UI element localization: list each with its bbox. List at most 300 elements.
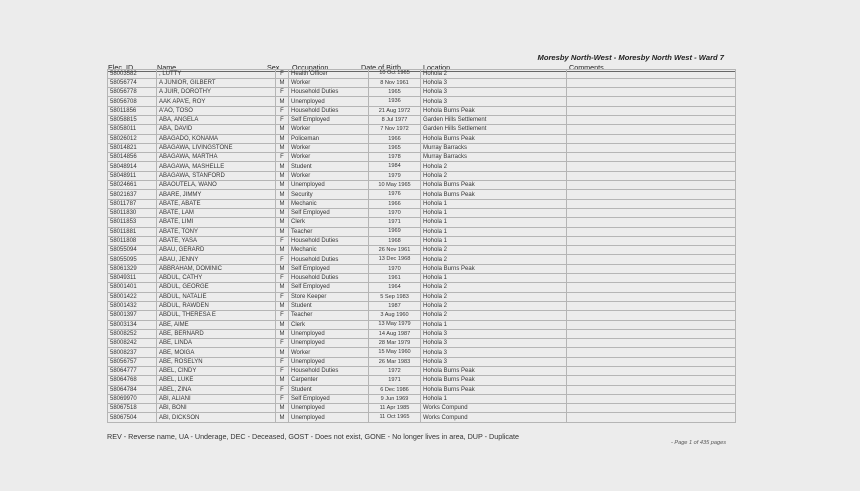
cell-location: Hohola 3	[421, 78, 567, 87]
cell-name: ABEL, LUKE	[157, 376, 276, 385]
cell-occupation: Worker	[289, 143, 369, 152]
cell-location: Works Compund	[421, 404, 567, 413]
table-row	[108, 413, 736, 422]
cell-location: Hohola 1	[421, 274, 567, 283]
table-row	[108, 264, 736, 273]
cell-comments	[567, 348, 736, 357]
cell-name: AAK APA'E, ROY	[157, 97, 276, 106]
cell-name: ABAOUTELA, WANO	[157, 181, 276, 190]
table-row	[108, 255, 736, 264]
cell-comments	[567, 367, 736, 376]
cell-sex: F	[276, 367, 289, 376]
cell-elec-id: 58048911	[108, 171, 157, 180]
cell-sex: M	[276, 218, 289, 227]
cell-occupation: Student	[289, 162, 369, 171]
cell-dob: 1978	[369, 153, 421, 162]
cell-dob: 10 May 1965	[369, 181, 421, 190]
cell-location: Hohola 1	[421, 208, 567, 217]
cell-elec-id: 58014856	[108, 153, 157, 162]
cell-sex: M	[276, 208, 289, 217]
header-sex: Sex	[267, 63, 280, 72]
cell-location: Hohola 1	[421, 236, 567, 245]
cell-sex: M	[276, 246, 289, 255]
cell-occupation: Mechanic	[289, 199, 369, 208]
cell-elec-id: 58024661	[108, 181, 157, 190]
table-row	[108, 115, 736, 124]
cell-location: Hohola Burns Peak	[421, 367, 567, 376]
cell-location: Hohola 2	[421, 171, 567, 180]
cell-comments	[567, 134, 736, 143]
cell-occupation: Unemployed	[289, 97, 369, 106]
cell-comments	[567, 143, 736, 152]
cell-occupation: Worker	[289, 125, 369, 134]
table-row	[108, 274, 736, 283]
cell-dob: 1970	[369, 264, 421, 273]
cell-dob: 1970	[369, 208, 421, 217]
table-row	[108, 218, 736, 227]
cell-comments	[567, 301, 736, 310]
cell-location: Works Compund	[421, 413, 567, 422]
cell-dob: 11 Apr 1985	[369, 404, 421, 413]
cell-occupation: Policeman	[289, 134, 369, 143]
cell-dob: 1965	[369, 88, 421, 97]
cell-sex: F	[276, 311, 289, 320]
cell-occupation: Store Keeper	[289, 292, 369, 301]
cell-occupation: Mechanic	[289, 246, 369, 255]
cell-sex: F	[276, 69, 289, 78]
cell-occupation: Health Officer	[289, 69, 369, 78]
cell-elec-id: 58056708	[108, 97, 157, 106]
cell-name: ABEL, ZINA	[157, 385, 276, 394]
page-counter: - Page 1 of 435 pages	[670, 440, 726, 446]
cell-dob: 8 Nov 1961	[369, 78, 421, 87]
table-row	[108, 367, 736, 376]
cell-occupation: Worker	[289, 171, 369, 180]
cell-name: ABAU, JENNY	[157, 255, 276, 264]
cell-elec-id: 58011830	[108, 208, 157, 217]
table-row	[108, 320, 736, 329]
cell-sex: M	[276, 143, 289, 152]
header-elec-id: Elec. ID	[108, 63, 134, 72]
cell-sex: M	[276, 162, 289, 171]
cell-sex: F	[276, 394, 289, 403]
cell-location: Hohola 3	[421, 97, 567, 106]
table-row	[108, 357, 736, 366]
table-row	[108, 134, 736, 143]
cell-comments	[567, 264, 736, 273]
cell-elec-id: 58061329	[108, 264, 157, 273]
cell-location: Hohola Burns Peak	[421, 190, 567, 199]
cell-location: Hohola 1	[421, 394, 567, 403]
cell-comments	[567, 106, 736, 115]
cell-elec-id: 58026012	[108, 134, 157, 143]
cell-sex: F	[276, 357, 289, 366]
cell-dob: 1971	[369, 218, 421, 227]
cell-name: A'AO, TOSO	[157, 106, 276, 115]
cell-dob: 1965	[369, 143, 421, 152]
cell-name: A JUIR, DOROTHY	[157, 88, 276, 97]
cell-name: ABDUL, NATALIE	[157, 292, 276, 301]
cell-sex: M	[276, 97, 289, 106]
header-occupation: Occupation	[292, 63, 329, 72]
cell-sex: M	[276, 134, 289, 143]
cell-occupation: Unemployed	[289, 404, 369, 413]
cell-occupation: Self Employed	[289, 115, 369, 124]
cell-dob: 13 May 1979	[369, 320, 421, 329]
cell-name: ABAGADO, KONAMA	[157, 134, 276, 143]
cell-location: Hohola 3	[421, 329, 567, 338]
cell-elec-id: 58003134	[108, 320, 157, 329]
cell-comments	[567, 78, 736, 87]
cell-dob: 1966	[369, 199, 421, 208]
cell-elec-id: 58064784	[108, 385, 157, 394]
cell-dob: 6 Dec 1986	[369, 385, 421, 394]
table-row	[108, 329, 736, 338]
cell-occupation: Self Employed	[289, 264, 369, 273]
cell-elec-id: 58055095	[108, 255, 157, 264]
header-dob: Date of Birth	[361, 63, 401, 72]
cell-dob: 1966	[369, 134, 421, 143]
table-row	[108, 143, 736, 152]
cell-comments	[567, 385, 736, 394]
cell-sex: M	[276, 320, 289, 329]
cell-occupation: Household Duties	[289, 88, 369, 97]
cell-sex: F	[276, 339, 289, 348]
cell-name: ABAGAWA, LIVINGSTONE	[157, 143, 276, 152]
table-row	[108, 162, 736, 171]
cell-location: Hohola 2	[421, 292, 567, 301]
cell-occupation: Teacher	[289, 311, 369, 320]
cell-comments	[567, 218, 736, 227]
cell-comments	[567, 394, 736, 403]
cell-dob: 14 Aug 1987	[369, 329, 421, 338]
cell-name: ABATE, ABATE	[157, 199, 276, 208]
cell-location: Hohola 1	[421, 199, 567, 208]
cell-comments	[567, 153, 736, 162]
cell-location: Hohola 2	[421, 311, 567, 320]
cell-elec-id: 58008252	[108, 329, 157, 338]
cell-elec-id: 58014821	[108, 143, 157, 152]
cell-elec-id: 58064777	[108, 367, 157, 376]
cell-dob: 1987	[369, 301, 421, 310]
cell-location: Hohola 1	[421, 218, 567, 227]
cell-sex: F	[276, 236, 289, 245]
cell-location: Hohola 3	[421, 348, 567, 357]
cell-elec-id: 58011808	[108, 236, 157, 245]
cell-sex: F	[276, 274, 289, 283]
cell-elec-id: 58058011	[108, 125, 157, 134]
cell-comments	[567, 357, 736, 366]
cell-location: Hohola 2	[421, 69, 567, 78]
cell-sex: M	[276, 181, 289, 190]
cell-sex: M	[276, 348, 289, 357]
cell-sex: F	[276, 255, 289, 264]
cell-comments	[567, 320, 736, 329]
cell-occupation: Unemployed	[289, 339, 369, 348]
cell-dob: 1971	[369, 376, 421, 385]
cell-location: Murray Barracks	[421, 153, 567, 162]
cell-elec-id: 58058815	[108, 115, 157, 124]
cell-name: ABE, MOIGA	[157, 348, 276, 357]
cell-dob: 1968	[369, 236, 421, 245]
cell-occupation: Security	[289, 190, 369, 199]
table-row	[108, 236, 736, 245]
cell-comments	[567, 246, 736, 255]
cell-sex: M	[276, 376, 289, 385]
cell-occupation: Teacher	[289, 227, 369, 236]
cell-occupation: Student	[289, 301, 369, 310]
cell-occupation: Self Employed	[289, 283, 369, 292]
cell-location: Garden Hills Settlement	[421, 125, 567, 134]
cell-sex: F	[276, 88, 289, 97]
cell-dob: 8 Jul 1977	[369, 115, 421, 124]
cell-sex: M	[276, 199, 289, 208]
cell-elec-id: 58069970	[108, 394, 157, 403]
cell-comments	[567, 199, 736, 208]
cell-elec-id: 58067518	[108, 404, 157, 413]
cell-name: ABDUL, GEORGE	[157, 283, 276, 292]
cell-location: Hohola Burns Peak	[421, 134, 567, 143]
cell-name: ABA, DAVID	[157, 125, 276, 134]
cell-location: Hohola 2	[421, 162, 567, 171]
cell-location: Hohola Burns Peak	[421, 181, 567, 190]
cell-dob: 3 Aug 1960	[369, 311, 421, 320]
cell-occupation: Worker	[289, 153, 369, 162]
table-row	[108, 376, 736, 385]
cell-name: ABBRAHAM, DOMINIC	[157, 264, 276, 273]
cell-occupation: Clerk	[289, 320, 369, 329]
cell-dob: 9 Jun 1969	[369, 394, 421, 403]
cell-occupation: Unemployed	[289, 181, 369, 190]
cell-location: Hohola 2	[421, 246, 567, 255]
table-row	[108, 311, 736, 320]
cell-dob: 26 Mar 1983	[369, 357, 421, 366]
page-title: Moresby North-West - Moresby North West - Ward 7	[537, 53, 724, 62]
cell-sex: F	[276, 106, 289, 115]
cell-elec-id: 58011787	[108, 199, 157, 208]
cell-name: ABI, BONI	[157, 404, 276, 413]
cell-occupation: Self Employed	[289, 208, 369, 217]
cell-comments	[567, 292, 736, 301]
cell-comments	[567, 181, 736, 190]
cell-location: Garden Hills Settlement	[421, 115, 567, 124]
cell-comments	[567, 329, 736, 338]
cell-elec-id: 58064768	[108, 376, 157, 385]
cell-elec-id: 58001397	[108, 311, 157, 320]
cell-sex: F	[276, 385, 289, 394]
cell-occupation: Household Duties	[289, 367, 369, 376]
cell-dob: 10 Oct 1965	[369, 69, 421, 78]
cell-name: ABI, DICKSON	[157, 413, 276, 422]
cell-location: Hohola 1	[421, 320, 567, 329]
cell-name: ABATE, LAM	[157, 208, 276, 217]
cell-name: ABATE, YASA	[157, 236, 276, 245]
table-row	[108, 88, 736, 97]
cell-name: ABE, LINDA	[157, 339, 276, 348]
cell-dob: 13 Dec 1968	[369, 255, 421, 264]
cell-comments	[567, 274, 736, 283]
cell-occupation: Unemployed	[289, 329, 369, 338]
cell-location: Hohola 1	[421, 227, 567, 236]
cell-occupation: Self Employed	[289, 394, 369, 403]
cell-sex: M	[276, 283, 289, 292]
cell-sex: F	[276, 292, 289, 301]
cell-location: Hohola 3	[421, 339, 567, 348]
cell-elec-id: 58056778	[108, 88, 157, 97]
table-row	[108, 301, 736, 310]
cell-elec-id: 58008242	[108, 339, 157, 348]
cell-comments	[567, 171, 736, 180]
cell-dob: 21 Aug 1972	[369, 106, 421, 115]
cell-name: ABE, BERNARD	[157, 329, 276, 338]
cell-name: ABE, ROSELYN	[157, 357, 276, 366]
cell-elec-id: 58001432	[108, 301, 157, 310]
table-row	[108, 125, 736, 134]
cell-dob: 28 Mar 1979	[369, 339, 421, 348]
table-row	[108, 199, 736, 208]
cell-sex: M	[276, 171, 289, 180]
cell-name: ABDUL, CATHY	[157, 274, 276, 283]
cell-comments	[567, 69, 736, 78]
cell-elec-id: 58011853	[108, 218, 157, 227]
cell-location: Hohola 2	[421, 255, 567, 264]
cell-comments	[567, 208, 736, 217]
cell-location: Hohola 2	[421, 283, 567, 292]
cell-elec-id: 58021637	[108, 190, 157, 199]
cell-elec-id: 58003582	[108, 69, 157, 78]
cell-dob: 1972	[369, 367, 421, 376]
cell-occupation: Worker	[289, 348, 369, 357]
cell-sex: F	[276, 115, 289, 124]
cell-comments	[567, 115, 736, 124]
cell-comments	[567, 97, 736, 106]
cell-comments	[567, 404, 736, 413]
cell-name: ABI, ALIANI	[157, 394, 276, 403]
cell-dob: 11 Oct 1965	[369, 413, 421, 422]
cell-occupation: Household Duties	[289, 274, 369, 283]
cell-dob: 15 May 1960	[369, 348, 421, 357]
cell-elec-id: 58055094	[108, 246, 157, 255]
table-row	[108, 97, 736, 106]
cell-dob: 1964	[369, 283, 421, 292]
cell-location: Hohola Burns Peak	[421, 376, 567, 385]
cell-name: ABATE, LIMI	[157, 218, 276, 227]
cell-location: Hohola Burns Peak	[421, 385, 567, 394]
cell-comments	[567, 339, 736, 348]
cell-occupation: Unemployed	[289, 357, 369, 366]
cell-sex: F	[276, 153, 289, 162]
cell-name: , LUTTY	[157, 69, 276, 78]
electoral-roll-table	[107, 69, 736, 423]
status-legend: REV - Reverse name, UA - Underage, DEC - Deceased, GOST - Does not exist, GONE - No longer lives in area, DUP - Duplicate	[107, 432, 519, 441]
table-row	[108, 69, 736, 78]
cell-comments	[567, 236, 736, 245]
cell-comments	[567, 88, 736, 97]
cell-name: ABATE, TONY	[157, 227, 276, 236]
cell-comments	[567, 376, 736, 385]
cell-comments	[567, 162, 736, 171]
cell-location: Hohola Burns Peak	[421, 264, 567, 273]
table-body	[108, 69, 736, 422]
cell-elec-id: 58001422	[108, 292, 157, 301]
cell-elec-id: 58067504	[108, 413, 157, 422]
cell-elec-id: 58011856	[108, 106, 157, 115]
cell-sex: M	[276, 413, 289, 422]
cell-elec-id: 58049311	[108, 274, 157, 283]
cell-occupation: Household Duties	[289, 106, 369, 115]
cell-dob: 1984	[369, 162, 421, 171]
cell-location: Hohola 3	[421, 357, 567, 366]
table-row	[108, 339, 736, 348]
cell-dob: 1936	[369, 97, 421, 106]
cell-occupation: Unemployed	[289, 413, 369, 422]
cell-location: Hohola 2	[421, 301, 567, 310]
cell-name: A JUNIOR, GILBERT	[157, 78, 276, 87]
table-row	[108, 181, 736, 190]
cell-elec-id: 58056774	[108, 78, 157, 87]
cell-dob: 1969	[369, 227, 421, 236]
table-row	[108, 153, 736, 162]
table-row	[108, 385, 736, 394]
table-row	[108, 208, 736, 217]
cell-sex: M	[276, 329, 289, 338]
header-comments: Comments	[569, 63, 604, 72]
cell-comments	[567, 190, 736, 199]
cell-dob: 26 Nov 1961	[369, 246, 421, 255]
table-row	[108, 292, 736, 301]
cell-sex: M	[276, 125, 289, 134]
cell-name: ABEL, CINDY	[157, 367, 276, 376]
cell-location: Hohola Burns Peak	[421, 106, 567, 115]
table-row	[108, 394, 736, 403]
table-row	[108, 404, 736, 413]
cell-dob: 1961	[369, 274, 421, 283]
cell-elec-id: 58056757	[108, 357, 157, 366]
cell-name: ABAGAWA, STANFORD	[157, 171, 276, 180]
cell-occupation: Household Duties	[289, 236, 369, 245]
cell-sex: M	[276, 264, 289, 273]
cell-sex: M	[276, 301, 289, 310]
cell-occupation: Household Duties	[289, 255, 369, 264]
cell-elec-id: 58011881	[108, 227, 157, 236]
table-row	[108, 106, 736, 115]
table-row	[108, 78, 736, 87]
cell-elec-id: 58008237	[108, 348, 157, 357]
cell-name: ABAGAWA, MASHELLE	[157, 162, 276, 171]
table-row	[108, 171, 736, 180]
table-row	[108, 348, 736, 357]
cell-name: ABDUL, RAWDEN	[157, 301, 276, 310]
cell-dob: 5 Sep 1983	[369, 292, 421, 301]
table-row	[108, 246, 736, 255]
cell-name: ABAGAWA, MARTHA	[157, 153, 276, 162]
cell-dob: 1976	[369, 190, 421, 199]
cell-occupation: Worker	[289, 78, 369, 87]
cell-occupation: Student	[289, 385, 369, 394]
cell-occupation: Clerk	[289, 218, 369, 227]
cell-name: ABARE, JIMMY	[157, 190, 276, 199]
cell-comments	[567, 283, 736, 292]
header-name: Name	[157, 63, 177, 72]
table-row	[108, 283, 736, 292]
cell-sex: M	[276, 404, 289, 413]
cell-location: Hohola 3	[421, 88, 567, 97]
cell-dob: 7 Nov 1972	[369, 125, 421, 134]
cell-name: ABAU, GERARD	[157, 246, 276, 255]
header-location: Location	[423, 63, 451, 72]
cell-dob: 1979	[369, 171, 421, 180]
table-row	[108, 190, 736, 199]
